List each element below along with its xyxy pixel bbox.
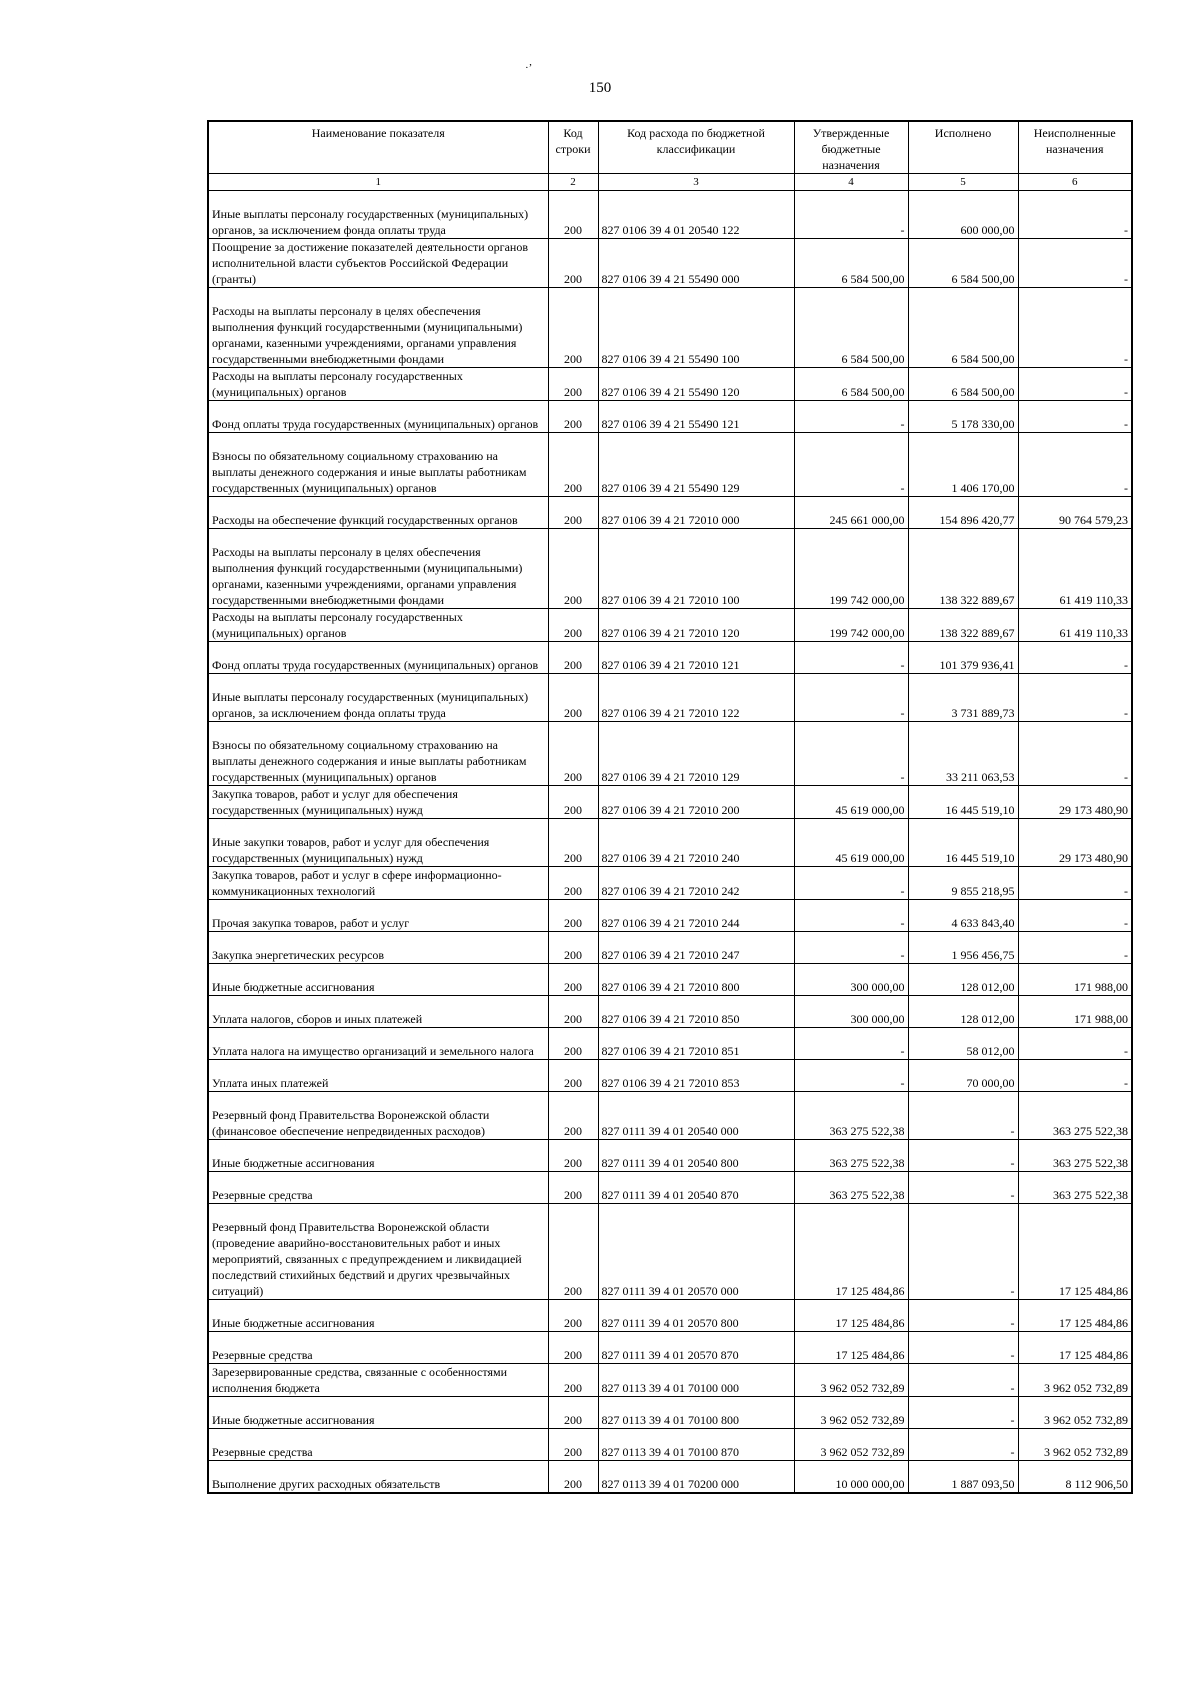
- row-unexecuted: 29 173 480,90: [1018, 786, 1132, 819]
- row-name: Резервные средства: [208, 1429, 548, 1461]
- table-row: [208, 932, 1132, 964]
- table-row: [208, 722, 1132, 786]
- row-name: Уплата налогов, сборов и иных платежей: [208, 996, 548, 1028]
- row-name: Уплата налога на имущество организаций и земельного налога: [208, 1028, 548, 1060]
- row-kbk-code: 827 0111 39 4 01 20540 000: [598, 1092, 794, 1140]
- row-name: Иные закупки товаров, работ и услуг для обеспечения государственных (муниципальных) нужд: [208, 819, 548, 867]
- row-approved: 6 584 500,00: [794, 288, 908, 368]
- row-executed: 101 379 936,41: [908, 642, 1018, 674]
- row-kbk-code: 827 0106 39 4 21 72010 242: [598, 867, 794, 900]
- row-name: Иные бюджетные ассигнования: [208, 964, 548, 996]
- table-row: [208, 191, 1132, 239]
- row-approved: 45 619 000,00: [794, 786, 908, 819]
- row-unexecuted: 363 275 522,38: [1018, 1092, 1132, 1140]
- row-kbk-code: 827 0111 39 4 01 20540 870: [598, 1172, 794, 1204]
- row-unexecuted: 17 125 484,86: [1018, 1204, 1132, 1300]
- row-approved: 45 619 000,00: [794, 819, 908, 867]
- table-row: [208, 819, 1132, 867]
- table-row: [208, 900, 1132, 932]
- row-name: Резервный фонд Правительства Воронежской области (проведение аварийно-восстановительных работ и иных мероприятий, связанных с предупреждением и ликвидацией последствий стихийных бедствий и других чрезвычайных ситуаций): [208, 1204, 548, 1300]
- table-row: [208, 497, 1132, 529]
- row-kbk-code: 827 0106 39 4 21 72010 247: [598, 932, 794, 964]
- row-executed: 1 956 456,75: [908, 932, 1018, 964]
- row-unexecuted: -: [1018, 900, 1132, 932]
- row-line-code: 200: [548, 1092, 598, 1140]
- row-unexecuted: -: [1018, 932, 1132, 964]
- row-line-code: 200: [548, 786, 598, 819]
- row-executed: 6 584 500,00: [908, 288, 1018, 368]
- row-name: Расходы на обеспечение функций государственных органов: [208, 497, 548, 529]
- row-approved: 17 125 484,86: [794, 1332, 908, 1364]
- row-approved: -: [794, 722, 908, 786]
- table-header: [208, 121, 1132, 174]
- row-executed: 9 855 218,95: [908, 867, 1018, 900]
- row-executed: -: [908, 1429, 1018, 1461]
- row-line-code: 200: [548, 1300, 598, 1332]
- row-kbk-code: 827 0106 39 4 21 72010 800: [598, 964, 794, 996]
- row-line-code: 200: [548, 1172, 598, 1204]
- row-name: Расходы на выплаты персоналу государственных (муниципальных) органов: [208, 368, 548, 401]
- header-name: Наименование показателя: [208, 121, 548, 174]
- row-approved: 300 000,00: [794, 964, 908, 996]
- row-name: Иные бюджетные ассигнования: [208, 1300, 548, 1332]
- row-unexecuted: 363 275 522,38: [1018, 1140, 1132, 1172]
- row-executed: 138 322 889,67: [908, 609, 1018, 642]
- row-line-code: 200: [548, 1060, 598, 1092]
- row-kbk-code: 827 0106 39 4 21 55490 120: [598, 368, 794, 401]
- row-unexecuted: 29 173 480,90: [1018, 819, 1132, 867]
- row-line-code: 200: [548, 368, 598, 401]
- row-name: Иные бюджетные ассигнования: [208, 1140, 548, 1172]
- row-line-code: 200: [548, 642, 598, 674]
- row-line-code: 200: [548, 401, 598, 433]
- row-approved: -: [794, 1060, 908, 1092]
- table-row: [208, 288, 1132, 368]
- row-kbk-code: 827 0113 39 4 01 70200 000: [598, 1461, 794, 1493]
- row-approved: -: [794, 867, 908, 900]
- row-kbk-code: 827 0106 39 4 21 72010 244: [598, 900, 794, 932]
- table-row: [208, 964, 1132, 996]
- row-executed: 128 012,00: [908, 996, 1018, 1028]
- row-executed: 3 731 889,73: [908, 674, 1018, 722]
- table-row: [208, 1172, 1132, 1204]
- row-approved: 17 125 484,86: [794, 1204, 908, 1300]
- row-unexecuted: 61 419 110,33: [1018, 529, 1132, 609]
- row-line-code: 200: [548, 1397, 598, 1429]
- row-executed: 70 000,00: [908, 1060, 1018, 1092]
- row-name: Расходы на выплаты персоналу государственных (муниципальных) органов: [208, 609, 548, 642]
- row-executed: 4 633 843,40: [908, 900, 1018, 932]
- row-name: Расходы на выплаты персоналу в целях обеспечения выполнения функций государственными (муниципальными) органами, казенными учреждениями, органами управления государственными внебюджетными фондами: [208, 288, 548, 368]
- row-line-code: 200: [548, 900, 598, 932]
- row-approved: 3 962 052 732,89: [794, 1397, 908, 1429]
- row-approved: 300 000,00: [794, 996, 908, 1028]
- table-row: [208, 674, 1132, 722]
- row-kbk-code: 827 0111 39 4 01 20570 870: [598, 1332, 794, 1364]
- row-kbk-code: 827 0106 39 4 21 72010 850: [598, 996, 794, 1028]
- table-row: [208, 1028, 1132, 1060]
- row-kbk-code: 827 0106 39 4 21 72010 122: [598, 674, 794, 722]
- row-executed: -: [908, 1172, 1018, 1204]
- row-kbk-code: 827 0106 39 4 21 72010 100: [598, 529, 794, 609]
- row-line-code: 200: [548, 674, 598, 722]
- row-executed: 16 445 519,10: [908, 819, 1018, 867]
- row-line-code: 200: [548, 1332, 598, 1364]
- row-unexecuted: 3 962 052 732,89: [1018, 1429, 1132, 1461]
- row-approved: -: [794, 1028, 908, 1060]
- header-unexecuted: Неисполненные назначения: [1018, 121, 1132, 174]
- row-line-code: 200: [548, 609, 598, 642]
- row-executed: -: [908, 1300, 1018, 1332]
- header-kbk: Код расхода по бюджетной классификации: [598, 121, 794, 174]
- scan-mark: ·’: [525, 62, 533, 74]
- row-line-code: 200: [548, 819, 598, 867]
- row-approved: 199 742 000,00: [794, 609, 908, 642]
- table-row: [208, 1364, 1132, 1397]
- row-executed: -: [908, 1140, 1018, 1172]
- row-executed: 6 584 500,00: [908, 239, 1018, 288]
- row-approved: -: [794, 401, 908, 433]
- row-approved: -: [794, 433, 908, 497]
- row-unexecuted: 61 419 110,33: [1018, 609, 1132, 642]
- row-approved: 6 584 500,00: [794, 239, 908, 288]
- row-approved: -: [794, 191, 908, 239]
- row-line-code: 200: [548, 1140, 598, 1172]
- table-row: [208, 786, 1132, 819]
- row-kbk-code: 827 0106 39 4 21 72010 200: [598, 786, 794, 819]
- row-name: Закупка товаров, работ и услуг в сфере информационно-коммуникационных технологий: [208, 867, 548, 900]
- row-line-code: 200: [548, 433, 598, 497]
- page-number: 150: [588, 80, 612, 96]
- row-name: Иные выплаты персоналу государственных (муниципальных) органов, за исключением фонда оплаты труда: [208, 191, 548, 239]
- row-name: Закупка товаров, работ и услуг для обеспечения государственных (муниципальных) нужд: [208, 786, 548, 819]
- row-approved: -: [794, 674, 908, 722]
- row-kbk-code: 827 0113 39 4 01 70100 000: [598, 1364, 794, 1397]
- table-row: [208, 609, 1132, 642]
- column-number: 1: [208, 174, 548, 191]
- row-line-code: 200: [548, 722, 598, 786]
- row-unexecuted: -: [1018, 239, 1132, 288]
- row-approved: 363 275 522,38: [794, 1092, 908, 1140]
- column-numbers-row: [208, 174, 1132, 191]
- row-approved: -: [794, 900, 908, 932]
- row-unexecuted: -: [1018, 288, 1132, 368]
- table-row: [208, 1060, 1132, 1092]
- table-row: [208, 529, 1132, 609]
- row-approved: 3 962 052 732,89: [794, 1364, 908, 1397]
- row-name: Фонд оплаты труда государственных (муниципальных) органов: [208, 642, 548, 674]
- row-kbk-code: 827 0106 39 4 21 55490 100: [598, 288, 794, 368]
- row-unexecuted: -: [1018, 368, 1132, 401]
- row-executed: -: [908, 1364, 1018, 1397]
- row-unexecuted: -: [1018, 1060, 1132, 1092]
- table-row: [208, 867, 1132, 900]
- row-kbk-code: 827 0106 39 4 21 55490 121: [598, 401, 794, 433]
- row-kbk-code: 827 0106 39 4 21 55490 129: [598, 433, 794, 497]
- row-unexecuted: 17 125 484,86: [1018, 1332, 1132, 1364]
- row-line-code: 200: [548, 497, 598, 529]
- row-approved: -: [794, 932, 908, 964]
- table-row: [208, 1397, 1132, 1429]
- row-approved: 10 000 000,00: [794, 1461, 908, 1493]
- table-row: [208, 642, 1132, 674]
- row-executed: 154 896 420,77: [908, 497, 1018, 529]
- row-kbk-code: 827 0106 39 4 21 72010 121: [598, 642, 794, 674]
- row-name: Резервный фонд Правительства Воронежской области (финансовое обеспечение непредвиденных расходов): [208, 1092, 548, 1140]
- row-executed: -: [908, 1092, 1018, 1140]
- row-line-code: 200: [548, 288, 598, 368]
- table-row: [208, 401, 1132, 433]
- header-executed: Исполнено: [908, 121, 1018, 174]
- table-row: [208, 1140, 1132, 1172]
- table-body: [208, 191, 1132, 1493]
- row-line-code: 200: [548, 1028, 598, 1060]
- row-executed: 600 000,00: [908, 191, 1018, 239]
- row-unexecuted: 3 962 052 732,89: [1018, 1397, 1132, 1429]
- row-kbk-code: 827 0113 39 4 01 70100 870: [598, 1429, 794, 1461]
- row-unexecuted: 90 764 579,23: [1018, 497, 1132, 529]
- row-name: Закупка энергетических ресурсов: [208, 932, 548, 964]
- row-unexecuted: -: [1018, 642, 1132, 674]
- row-name: Иные выплаты персоналу государственных (муниципальных) органов, за исключением фонда оплаты труда: [208, 674, 548, 722]
- row-approved: 363 275 522,38: [794, 1172, 908, 1204]
- column-number: 4: [794, 174, 908, 191]
- row-approved: 17 125 484,86: [794, 1300, 908, 1332]
- row-executed: 58 012,00: [908, 1028, 1018, 1060]
- table-row: [208, 433, 1132, 497]
- row-line-code: 200: [548, 996, 598, 1028]
- row-unexecuted: -: [1018, 191, 1132, 239]
- row-executed: 1 887 093,50: [908, 1461, 1018, 1493]
- row-unexecuted: -: [1018, 433, 1132, 497]
- row-line-code: 200: [548, 964, 598, 996]
- table-row: [208, 239, 1132, 288]
- row-line-code: 200: [548, 1204, 598, 1300]
- table-row: [208, 1461, 1132, 1493]
- row-unexecuted: 171 988,00: [1018, 996, 1132, 1028]
- row-kbk-code: 827 0111 39 4 01 20540 800: [598, 1140, 794, 1172]
- table-row: [208, 368, 1132, 401]
- table-row: [208, 1429, 1132, 1461]
- row-name: Иные бюджетные ассигнования: [208, 1397, 548, 1429]
- row-line-code: 200: [548, 867, 598, 900]
- row-name: Выполнение других расходных обязательств: [208, 1461, 548, 1493]
- row-name: Резервные средства: [208, 1172, 548, 1204]
- row-unexecuted: -: [1018, 867, 1132, 900]
- row-approved: 6 584 500,00: [794, 368, 908, 401]
- row-name: Резервные средства: [208, 1332, 548, 1364]
- row-name: Взносы по обязательному социальному страхованию на выплаты денежного содержания и иные выплаты работникам государственных (муниципальных) органов: [208, 433, 548, 497]
- row-unexecuted: 3 962 052 732,89: [1018, 1364, 1132, 1397]
- table-row: [208, 1300, 1132, 1332]
- row-line-code: 200: [548, 1364, 598, 1397]
- row-kbk-code: 827 0111 39 4 01 20570 000: [598, 1204, 794, 1300]
- row-approved: 245 661 000,00: [794, 497, 908, 529]
- row-executed: 138 322 889,67: [908, 529, 1018, 609]
- column-number: 2: [548, 174, 598, 191]
- row-kbk-code: 827 0106 39 4 01 20540 122: [598, 191, 794, 239]
- row-unexecuted: -: [1018, 674, 1132, 722]
- row-executed: -: [908, 1332, 1018, 1364]
- column-number: 5: [908, 174, 1018, 191]
- row-kbk-code: 827 0106 39 4 21 72010 129: [598, 722, 794, 786]
- header-line-code: Код строки: [548, 121, 598, 174]
- row-kbk-code: 827 0106 39 4 21 72010 240: [598, 819, 794, 867]
- row-line-code: 200: [548, 191, 598, 239]
- row-kbk-code: 827 0106 39 4 21 72010 120: [598, 609, 794, 642]
- row-kbk-code: 827 0106 39 4 21 72010 851: [598, 1028, 794, 1060]
- row-name: Фонд оплаты труда государственных (муниципальных) органов: [208, 401, 548, 433]
- table-row: [208, 996, 1132, 1028]
- row-line-code: 200: [548, 529, 598, 609]
- table-row: [208, 1092, 1132, 1140]
- column-number: 3: [598, 174, 794, 191]
- row-name: Взносы по обязательному социальному страхованию на выплаты денежного содержания и иные выплаты работникам государственных (муниципальных) органов: [208, 722, 548, 786]
- row-unexecuted: 17 125 484,86: [1018, 1300, 1132, 1332]
- row-unexecuted: 8 112 906,50: [1018, 1461, 1132, 1493]
- row-unexecuted: 363 275 522,38: [1018, 1172, 1132, 1204]
- table-row: [208, 1204, 1132, 1300]
- row-executed: 6 584 500,00: [908, 368, 1018, 401]
- row-approved: 3 962 052 732,89: [794, 1429, 908, 1461]
- row-approved: 199 742 000,00: [794, 529, 908, 609]
- row-kbk-code: 827 0106 39 4 21 72010 000: [598, 497, 794, 529]
- row-name: Уплата иных платежей: [208, 1060, 548, 1092]
- row-executed: 1 406 170,00: [908, 433, 1018, 497]
- header-approved: Утвержденные бюджетные назначения: [794, 121, 908, 174]
- row-unexecuted: 171 988,00: [1018, 964, 1132, 996]
- row-kbk-code: 827 0111 39 4 01 20570 800: [598, 1300, 794, 1332]
- row-line-code: 200: [548, 1461, 598, 1493]
- column-number: 6: [1018, 174, 1132, 191]
- row-line-code: 200: [548, 932, 598, 964]
- row-approved: -: [794, 642, 908, 674]
- row-name: Поощрение за достижение показателей деятельности органов исполнительной власти субъектов Российской Федерации (гранты): [208, 239, 548, 288]
- row-executed: 128 012,00: [908, 964, 1018, 996]
- row-executed: 33 211 063,53: [908, 722, 1018, 786]
- row-executed: 5 178 330,00: [908, 401, 1018, 433]
- budget-execution-table: [207, 120, 1133, 1494]
- row-approved: 363 275 522,38: [794, 1140, 908, 1172]
- row-kbk-code: 827 0106 39 4 21 55490 000: [598, 239, 794, 288]
- row-name: Зарезервированные средства, связанные с особенностями исполнения бюджета: [208, 1364, 548, 1397]
- row-kbk-code: 827 0113 39 4 01 70100 800: [598, 1397, 794, 1429]
- row-name: Расходы на выплаты персоналу в целях обеспечения выполнения функций государственными (муниципальными) органами, казенными учреждениями, органами управления государственными внебюджетными фондами: [208, 529, 548, 609]
- row-executed: 16 445 519,10: [908, 786, 1018, 819]
- row-executed: -: [908, 1204, 1018, 1300]
- row-kbk-code: 827 0106 39 4 21 72010 853: [598, 1060, 794, 1092]
- row-line-code: 200: [548, 1429, 598, 1461]
- table-row: [208, 1332, 1132, 1364]
- row-unexecuted: -: [1018, 722, 1132, 786]
- row-name: Прочая закупка товаров, работ и услуг: [208, 900, 548, 932]
- row-unexecuted: -: [1018, 401, 1132, 433]
- row-line-code: 200: [548, 239, 598, 288]
- row-unexecuted: -: [1018, 1028, 1132, 1060]
- row-executed: -: [908, 1397, 1018, 1429]
